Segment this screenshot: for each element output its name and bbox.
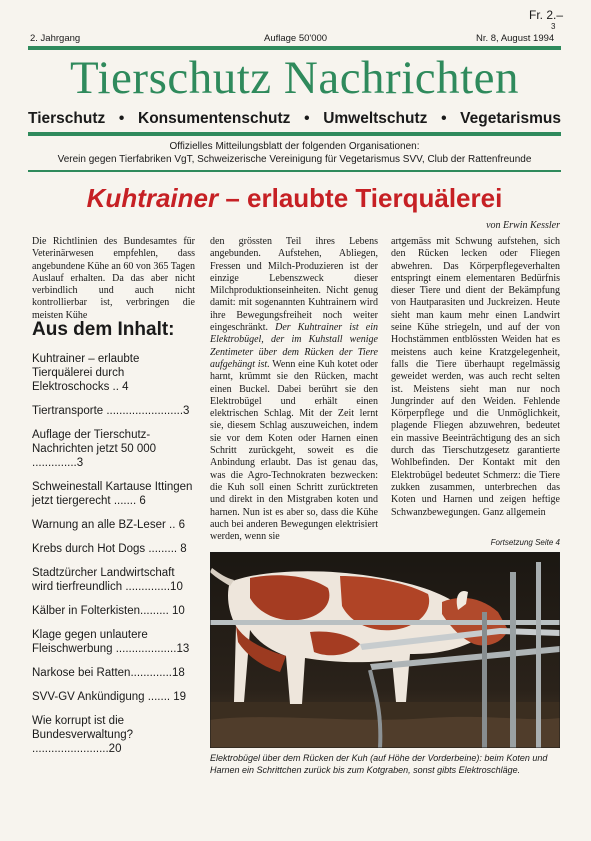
column-2-part-2: Wenn eine Kuh kotet oder harnt, krümmt sie den Rücken, macht einen Buckel. Dabei berührt sie den Elektrobügel und erhält einen elektrischen Schlag. Mit der Zeit lernt sie, diesem Schlag auszuweichen, indem sie vor dem Koten oder Harnen einen Schritt zurückgeht, soweit es die Anbindung erlaubt. Das ist genau das, was die Agro-Technokraten bezwecken: die Kuh soll einen Schritt zurücktreten und direkt in den Mistgraben koten und harnen. Nun ist es aber so, dass die Kühe auch bei anderen Bewegungen elektrisiert werden, wenn sie [210, 358, 378, 543]
toc-title: Aus dem Inhalt: [32, 319, 175, 340]
toc-item[interactable]: Kälber in Folterkisten......... 10 [32, 605, 185, 617]
cow-photo [210, 552, 560, 748]
article-column-3 [391, 236, 560, 519]
masthead-title: Tierschutz Nachrichten [69, 52, 520, 104]
toc-item[interactable]: Schweinestall Kartause Ittingen jetzt tiergerecht ....... 6 [32, 481, 193, 507]
article-column-1 [32, 236, 195, 322]
organisations-list: Verein gegen Tierfabriken VgT, Schweizerische Vereinigung für Vegetarismus SVV, Club der Rattenfreunde [57, 154, 532, 165]
toc-item[interactable]: Warnung an alle BZ-Leser .. 6 [32, 519, 185, 531]
issue: Nr. 8, August 1994 [476, 33, 555, 44]
toc-item[interactable]: Tiertransporte ........................3 [32, 405, 190, 417]
column-1-text: Die Richtlinien des Bundesamtes für Veterinärwesen empfehlen, dass angebundene Kühe an 60 von 365 Tagen Auslauf erhalten. Da das aber nicht verbindlich und auch nicht kontrollierbar ist, verbringen die meisten Kühe [32, 236, 195, 321]
circulation: Auflage 50'000 [264, 33, 328, 44]
page-number: 3 [551, 22, 556, 31]
volume: 2. Jahrgang [30, 33, 81, 44]
masthead-rule-top [28, 46, 561, 50]
masthead-rule-bottom [28, 170, 561, 172]
headline-part-2: – erlaubte Tierquälerei [218, 183, 503, 213]
toc-item[interactable]: Krebs durch Hot Dogs ......... 8 [32, 543, 187, 555]
topic-2: Konsumentenschutz [138, 110, 291, 127]
byline: von Erwin Kessler [486, 220, 560, 231]
topic-separator: • [304, 110, 310, 127]
toc-item[interactable]: Kuhtrainer – erlaubte Tierquälerei durch Elektroschocks .. 4 [32, 353, 140, 393]
topic-4: Vegetarismus [460, 110, 561, 127]
toc-list [32, 352, 194, 766]
toc-item[interactable]: Wie korrupt ist die Bundesverwaltung? ........................20 [32, 715, 134, 755]
continued-note: Fortsetzung Seite 4 [490, 538, 560, 547]
toc-item[interactable]: Narkose bei Ratten.............18 [32, 667, 185, 679]
toc-item[interactable]: Auflage der Tierschutz-Nachrichten jetzt 50 000 ..............3 [32, 429, 157, 469]
column-3-text: artgemäss mit Schwung aufstehen, sich den Rücken lecken oder Fliegen abwehren. Das Körperpflegeverhalten entspringt einem elementaren Bedürfnis dieser Tiere und dient der Bekämpfung von Hautparasiten und Juckreizen. Heute sieht man kaum mehr einen Landwirt seine Kühe striegeln, und auf der von Hochstämmen entblössten Weiden hat es meistens auch keine Kratzgelegenheit, falls die Tiere überhaupt regelmässig geweidet werden, was auch recht selten ist. Meistens sieht man nur noch Jungrinder auf den Weiden. Fehlende Körperpflege und die Unmöglichkeit, plagende Fliegen abzuwehren, bedeutet ein massive Beeinträchtigung des an sich durch das Tierschutzgesetz garantierte Wohlbefinden. Der Kontakt mit den Elektrobügel bedeutet Schmerz: die Tiere zukken zusammen, unterbrechen das Koten und Harnen und zeigen heftige Schwanzbewegungen. Ganz allgemein [391, 236, 560, 518]
topics-line [28, 110, 561, 128]
toc-item[interactable]: Klage gegen unlautere Fleischwerbung ...................13 [32, 629, 190, 655]
topic-1: Tierschutz [28, 110, 106, 127]
photo-caption: Elektrobügel über dem Rücken der Kuh (auf Höhe der Vorderbeine): beim Koten und Harnen ein Schrittchen zurück bis zum Kotgraben, sonst gibts Elektroschläge. [210, 753, 548, 775]
column-2-emphasis: Der Kuhtrainer ist ein Elektrobügel, der im Kuhstall wenige Zentimeter über dem Rücken der Tiere aufgehängt ist. [210, 322, 379, 370]
article-headline [28, 181, 561, 215]
masthead-rule-middle [28, 132, 561, 136]
column-2-part-1: den grössten Teil ihres Lebens angebunden. Aufstehen, Abliegen, Fressen und Milch-Produzieren ist der einzige Lebenszweck dieser Milchproduktionseinheiten. Nicht genug damit: mit sogenannten Kuhtrainern wird ihre Bewegungsfreiheit noch weiter eingeschränkt. [210, 236, 378, 334]
toc-item[interactable]: SVV-GV Ankündigung ....... 19 [32, 691, 187, 703]
headline-part-1: Kuhtrainer [86, 183, 219, 213]
toc-item[interactable]: Stadtzürcher Landwirtschaft wird tierfreundlich ..............10 [32, 567, 183, 593]
topic-separator: • [441, 110, 447, 127]
column-2-text [210, 236, 378, 543]
organisations-intro: Offizielles Mitteilungsblatt der folgenden Organisationen: [169, 141, 420, 152]
topic-separator: • [118, 110, 125, 127]
topic-3: Umweltschutz [323, 110, 428, 127]
price: Fr. 2.– [529, 8, 564, 22]
article-column-2 [210, 236, 378, 543]
